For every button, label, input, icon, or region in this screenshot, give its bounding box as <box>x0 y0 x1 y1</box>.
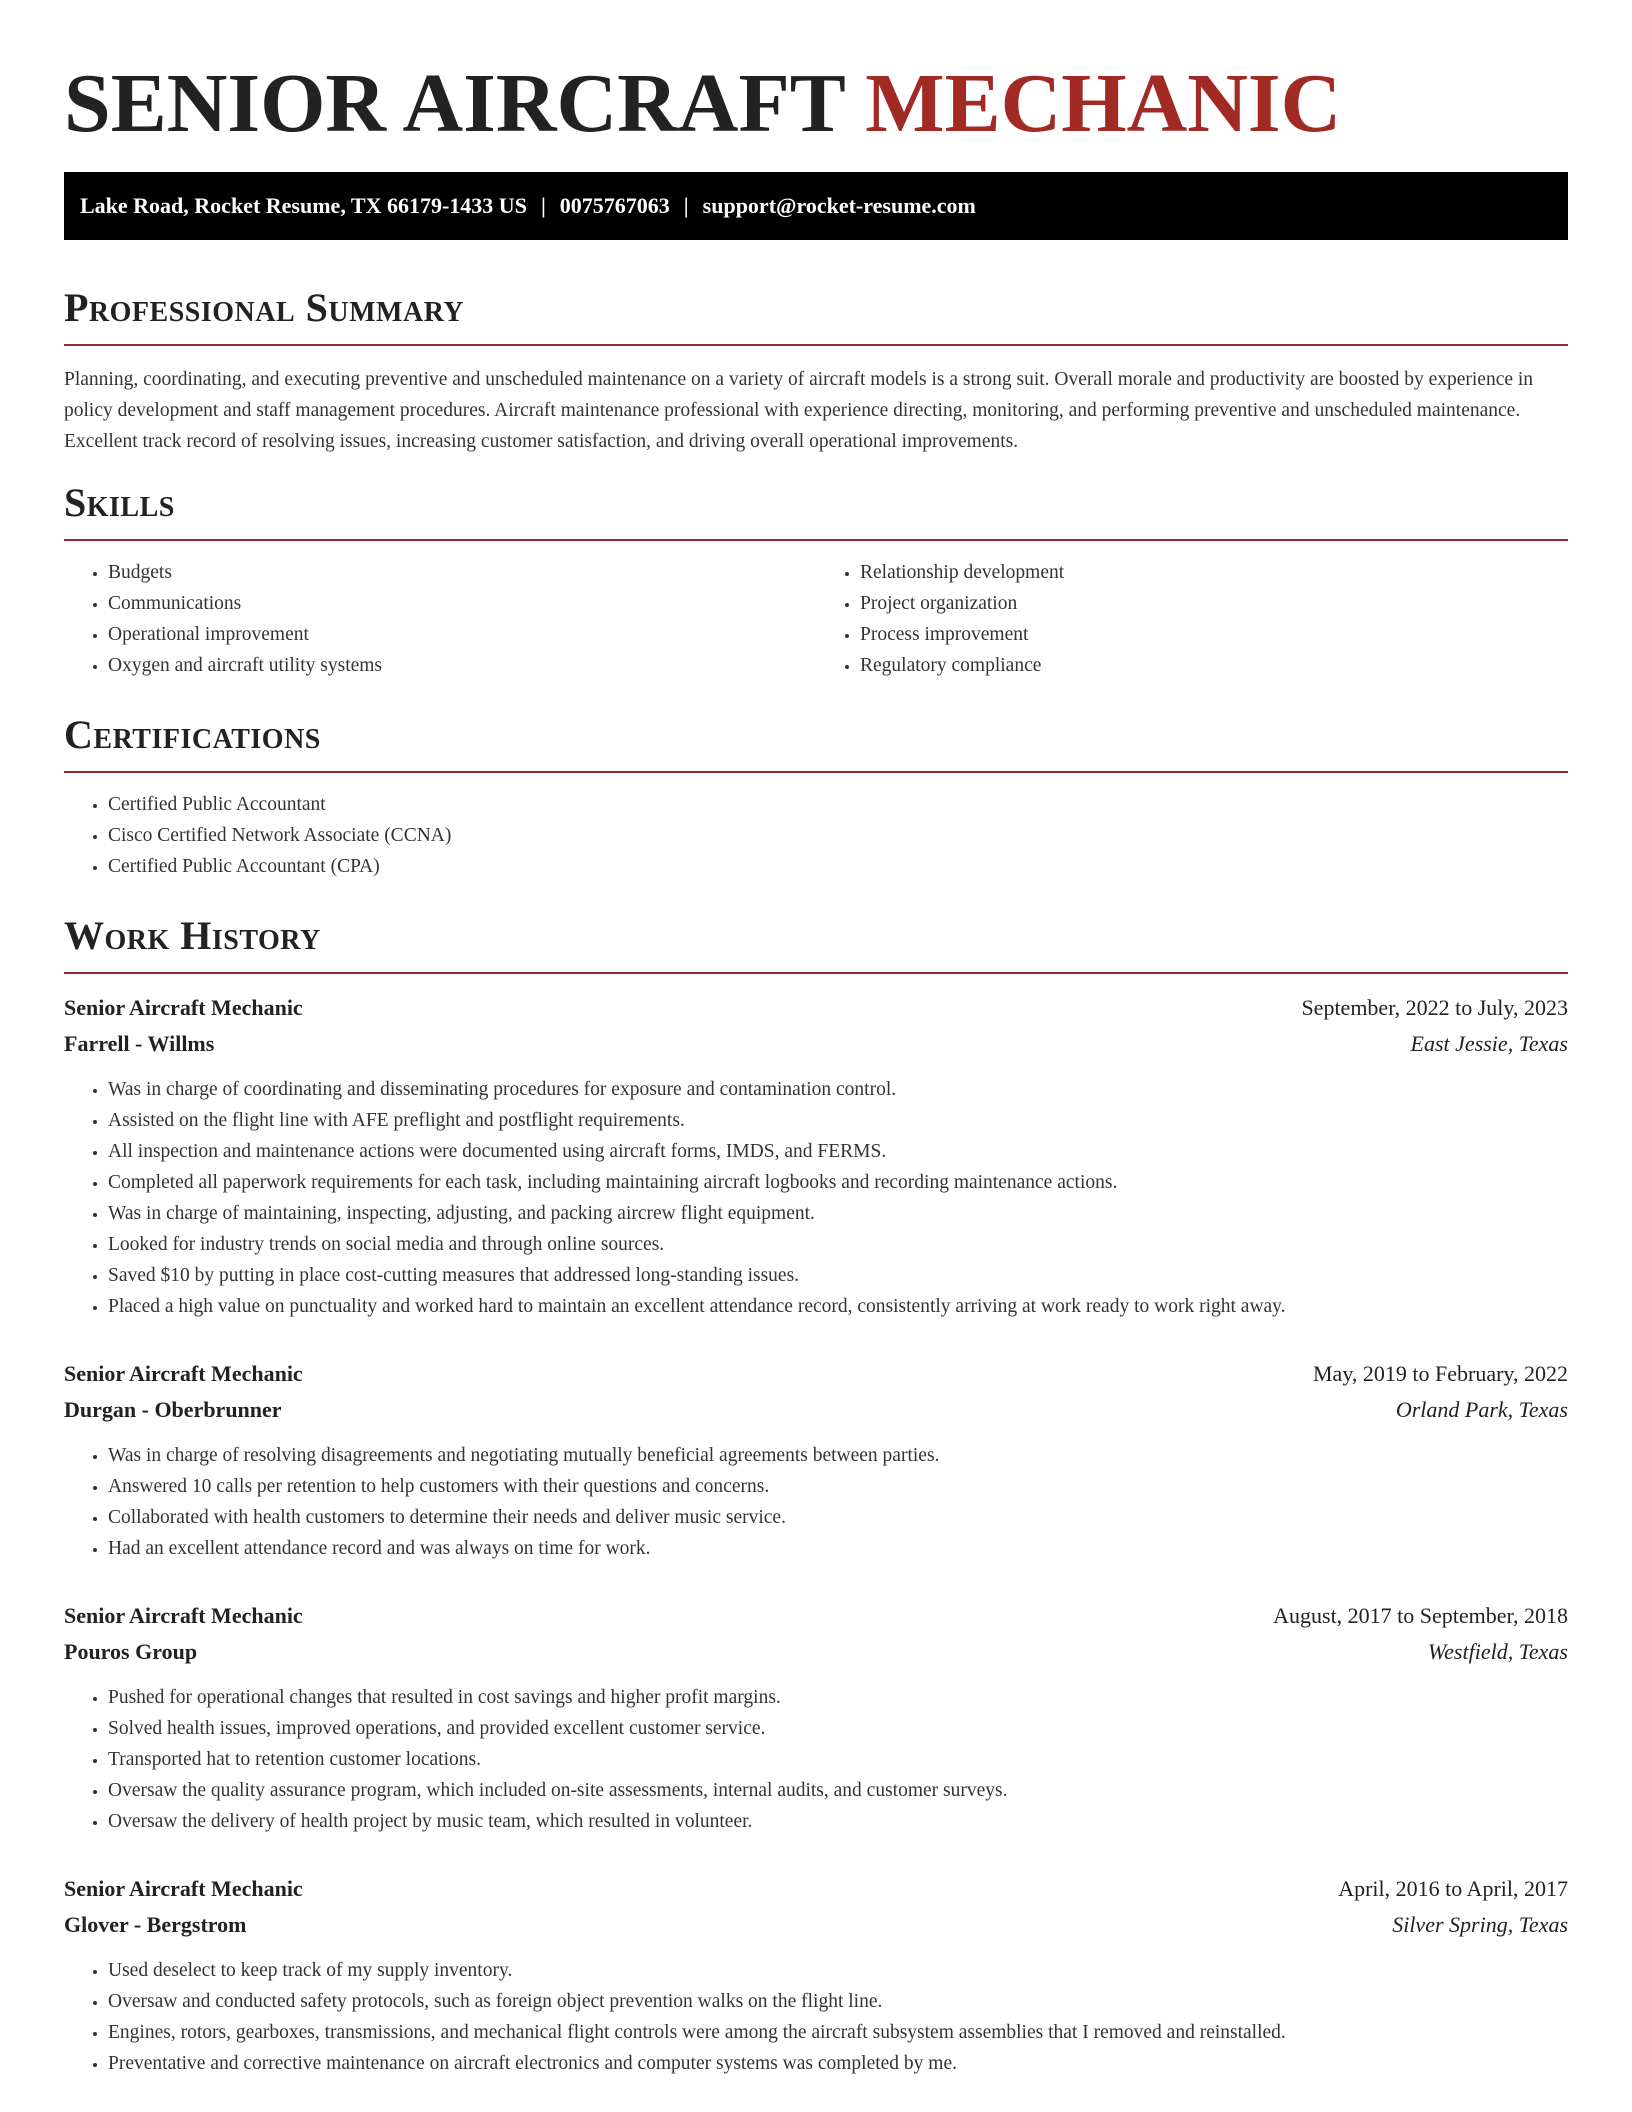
job-bullet: • Oversaw and conducted safety protocols, such as foreign object prevention walks on the flight line. <box>108 1986 1568 2017</box>
resume-name <box>64 0 1568 150</box>
job-title: Senior Aircraft Mechanic <box>64 1603 303 1628</box>
job-bullet: • Saved $10 by putting in place cost-cutting measures that addressed long-standing issues. <box>108 1260 1568 1291</box>
job-company-row <box>64 1392 1568 1428</box>
job-company-row <box>64 1634 1568 1670</box>
job-entry <box>64 1598 1568 1837</box>
section-divider <box>64 539 1568 541</box>
summary-section <box>64 284 1568 457</box>
skills-list-right <box>816 557 1568 681</box>
job-location: Orland Park, Texas <box>1395 1397 1568 1422</box>
job-header-row <box>64 990 1568 1026</box>
certifications-list <box>64 789 1568 882</box>
job-bullet: • Used deselect to keep track of my supply inventory. <box>108 1955 1568 1986</box>
job-bullet: • Was in charge of resolving disagreements and negotiating mutually beneficial agreements between parties. <box>108 1440 1568 1471</box>
section-title-summary: Professional Summary <box>64 285 465 330</box>
job-entry <box>64 1871 1568 2079</box>
job-bullets <box>64 1682 1568 1837</box>
job-bullet: • Solved health issues, improved operations, and provided excellent customer service. <box>108 1713 1568 1744</box>
skills-grid <box>64 557 1568 681</box>
job-entry <box>64 990 1568 1322</box>
skills-section <box>64 479 1568 681</box>
skills-list-left <box>64 557 816 681</box>
skill-item: • Communications <box>108 588 816 619</box>
skill-item: • Project organization <box>860 588 1568 619</box>
job-company: Durgan - Oberbrunner <box>64 1397 282 1422</box>
job-location: Silver Spring, Texas <box>1392 1912 1568 1937</box>
job-bullets <box>64 1074 1568 1322</box>
skill-item: • Regulatory compliance <box>860 650 1568 681</box>
job-bullet: • Answered 10 calls per retention to help customers with their questions and concerns. <box>108 1471 1568 1502</box>
job-bullet: • Was in charge of maintaining, inspecting, adjusting, and packing aircrew flight equipment. <box>108 1198 1568 1229</box>
job-dates: August, 2017 to September, 2018 <box>1273 1603 1568 1628</box>
job-bullet: • All inspection and maintenance actions were documented using aircraft forms, IMDS, and FERMS. <box>108 1136 1568 1167</box>
job-dates: September, 2022 to July, 2023 <box>1301 995 1568 1020</box>
section-title-work-history: Work History <box>64 913 321 958</box>
job-bullet: • Oversaw the quality assurance program, which included on-site assessments, internal audits, and customer surveys. <box>108 1775 1568 1806</box>
skill-item: • Relationship development <box>860 557 1568 588</box>
contact-address: Lake Road, Rocket Resume, TX 66179-1433 US <box>80 193 527 218</box>
name-plain: SENIOR AIRCRAFT <box>64 57 866 150</box>
skill-item: • Operational improvement <box>108 619 816 650</box>
job-bullet: • Looked for industry trends on social media and through online sources. <box>108 1229 1568 1260</box>
skill-item: • Process improvement <box>860 619 1568 650</box>
job-header-row <box>64 1598 1568 1634</box>
job-bullet: • Placed a high value on punctuality and worked hard to maintain an excellent attendance record, consistently arriving at work ready to work right away. <box>108 1291 1568 1322</box>
job-company: Pouros Group <box>64 1639 198 1664</box>
name-accent: MECHANIC <box>865 57 1342 150</box>
job-location: East Jessie, Texas <box>1410 1031 1568 1056</box>
contact-separator: | <box>683 193 689 218</box>
section-divider <box>64 344 1568 346</box>
section-divider <box>64 972 1568 974</box>
job-bullet: • Engines, rotors, gearboxes, transmissions, and mechanical flight controls were among the aircraft subsystem assemblies that I removed and reinstalled. <box>108 2017 1568 2048</box>
certification-item: • Cisco Certified Network Associate (CCNA) <box>108 820 1568 851</box>
summary-text: Planning, coordinating, and executing preventive and unscheduled maintenance on a variety of aircraft models is a strong suit. Overall morale and productivity are boosted by experience in policy development and staff management procedures. Aircraft maintenance professional with experience directing, monitoring, and performing preventive and unscheduled maintenance. Excellent track record of resolving issues, increasing customer satisfaction, and driving overall operational improvements. <box>64 369 1534 452</box>
job-dates: April, 2016 to April, 2017 <box>1338 1876 1568 1901</box>
job-location: Westfield, Texas <box>1427 1639 1568 1664</box>
job-bullet: • Transported hat to retention customer locations. <box>108 1744 1568 1775</box>
job-bullet: • Preventative and corrective maintenance on aircraft electronics and computer systems was completed by me. <box>108 2048 1568 2079</box>
job-bullet: • Assisted on the flight line with AFE preflight and postflight requirements. <box>108 1105 1568 1136</box>
job-company-row <box>64 1026 1568 1062</box>
job-company-row <box>64 1907 1568 1943</box>
contact-email[interactable]: support@rocket-resume.com <box>702 193 976 218</box>
job-bullets <box>64 1955 1568 2079</box>
job-bullet: • Was in charge of coordinating and disseminating procedures for exposure and contamination control. <box>108 1074 1568 1105</box>
contact-bar <box>64 172 1568 240</box>
job-title: Senior Aircraft Mechanic <box>64 1876 303 1901</box>
section-title-certifications: Certifications <box>64 712 321 757</box>
job-header-row <box>64 1356 1568 1392</box>
skill-item: • Oxygen and aircraft utility systems <box>108 650 816 681</box>
job-bullet: • Pushed for operational changes that resulted in cost savings and higher profit margins. <box>108 1682 1568 1713</box>
skill-item: • Budgets <box>108 557 816 588</box>
certification-item: • Certified Public Accountant (CPA) <box>108 851 1568 882</box>
section-title-skills: Skills <box>64 480 175 525</box>
job-header-row <box>64 1871 1568 1907</box>
job-bullets <box>64 1440 1568 1564</box>
job-company: Glover - Bergstrom <box>64 1912 247 1937</box>
job-bullet: • Oversaw the delivery of health project by music team, which resulted in volunteer. <box>108 1806 1568 1837</box>
job-entry <box>64 1356 1568 1564</box>
job-dates: May, 2019 to February, 2022 <box>1313 1361 1568 1386</box>
job-bullet: • Collaborated with health customers to determine their needs and deliver music service. <box>108 1502 1568 1533</box>
certifications-section <box>64 711 1568 882</box>
section-divider <box>64 771 1568 773</box>
contact-phone: 0075767063 <box>559 193 670 218</box>
job-company: Farrell - Willms <box>64 1031 215 1056</box>
certification-item: • Certified Public Accountant <box>108 789 1568 820</box>
contact-separator: | <box>540 193 546 218</box>
job-title: Senior Aircraft Mechanic <box>64 1361 303 1386</box>
job-bullet: • Had an excellent attendance record and was always on time for work. <box>108 1533 1568 1564</box>
work-history-section <box>64 912 1568 2079</box>
job-title: Senior Aircraft Mechanic <box>64 995 303 1020</box>
job-bullet: • Completed all paperwork requirements for each task, including maintaining aircraft logbooks and recording maintenance actions. <box>108 1167 1568 1198</box>
